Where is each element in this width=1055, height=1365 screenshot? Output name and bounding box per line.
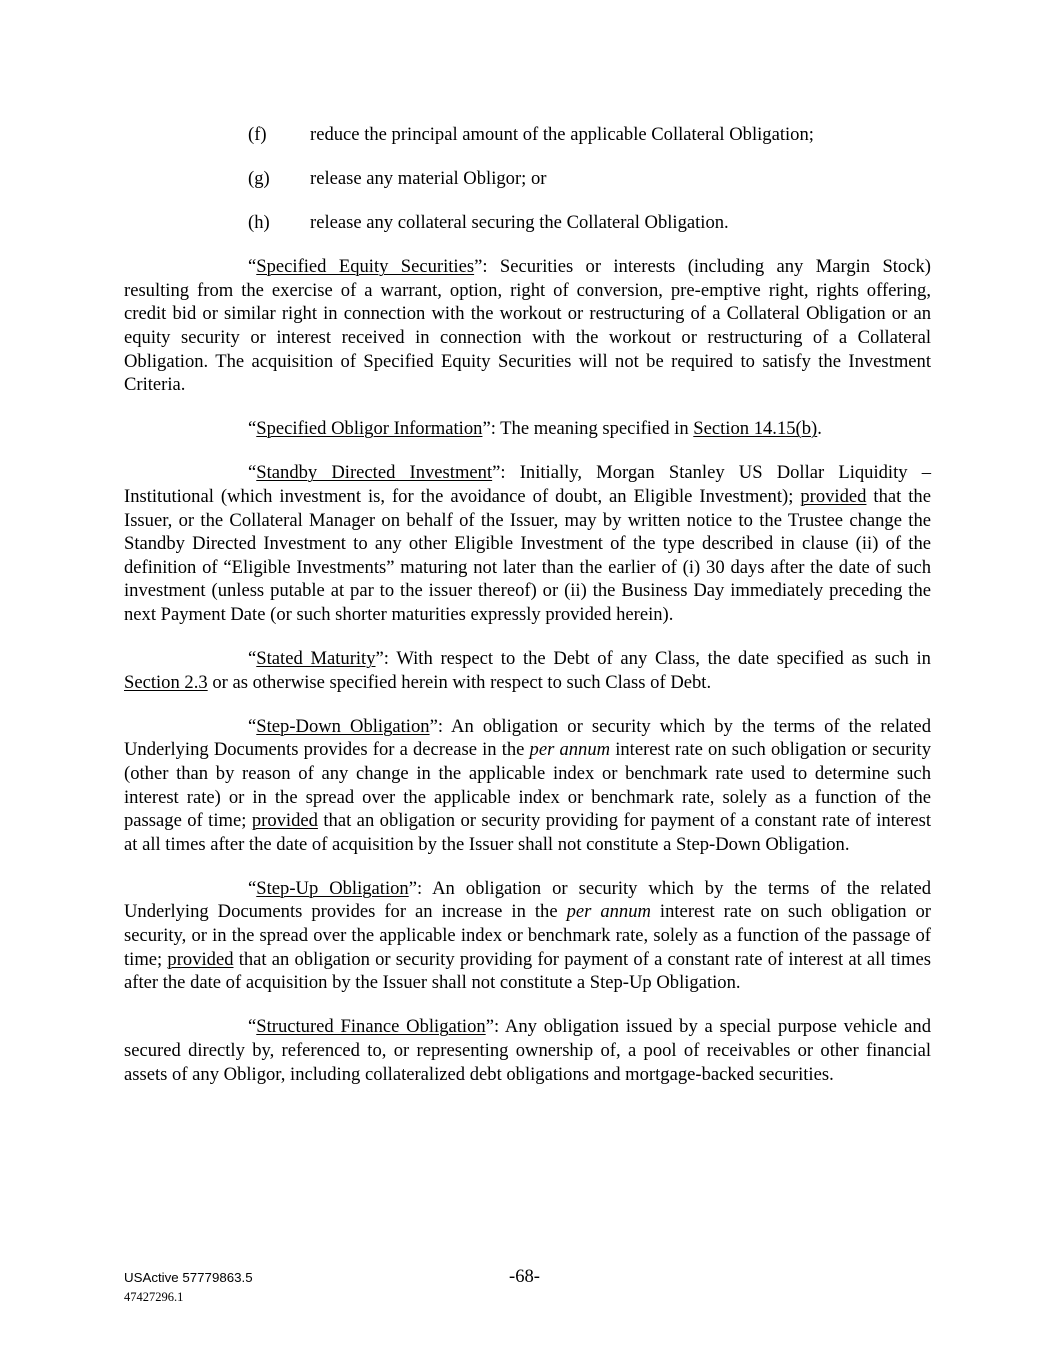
definition-stated-maturity	[124, 647, 931, 694]
defined-term: Step-Up Obligation	[256, 877, 409, 899]
definition-step-down-obligation	[124, 715, 931, 857]
open-quote: “	[248, 715, 257, 737]
page-number: -68-	[509, 1266, 540, 1287]
defined-term: Step-Down Obligation	[256, 715, 430, 737]
definition-body-end: that an obligation or security providing for payment of a constant rate of interest at all times after the date of acquisition by the Issuer shall not constitute a Step-Down Obligation.	[124, 810, 931, 855]
list-item-g	[124, 167, 931, 191]
open-quote: “	[248, 418, 257, 440]
definition-body: Any obligation issued by a special purpose vehicle and secured directly by, referenced to, or representing ownership of, a pool of receivables or other financial assets of any Obligor, including collateralized debt obligations and mortgage-backed securities.	[124, 1016, 932, 1085]
definition-body: An obligation or security which by the terms of the related Underlying Documents provides for a decrease in the	[124, 715, 931, 761]
definition-body-end: that the Issuer, or the Collateral Manager on behalf of the Issuer, may by written notice to the Trustee change the Standby Directed Investment to any other Eligible Investment of the type described in clause (ii) of the definition of “Eligible Investments” maturing not later than the earlier of (i) 30 days after the date of such investment (unless putable at par to the issuer thereof) or (ii) the Business Day immediately preceding the next Payment Date (or such shorter maturities expressly provided herein).	[124, 486, 931, 625]
definition-body: Initially, Morgan Stanley US Dollar Liquidity – Institutional (which investment is, for the avoidance of doubt, an Eligible Investment);	[124, 462, 931, 508]
definition-body-end: or as otherwise specified herein with respect to such Class of Debt.	[207, 671, 712, 693]
definition-body: With respect to the Debt of any Class, the date specified as such in	[396, 648, 931, 670]
list-text: release any collateral securing the Collateral Obligation.	[310, 212, 729, 234]
list-marker: (f)	[248, 124, 267, 145]
definition-body: The meaning specified in	[500, 418, 694, 440]
provided-keyword: provided	[167, 948, 234, 970]
definition-step-up-obligation	[124, 877, 931, 995]
close-quote: ”:	[485, 1016, 505, 1038]
definition-body-end: .	[817, 418, 822, 440]
definition-body: Securities or interests (including any Margin Stock) resulting from the exercise of a warrant, option, right of conversion, pre-emptive right, rights offering, credit bid or similar right in connection with the workout or restructuring of a Collateral Obligation or an equity security or interest received in connection with the workout or restructuring of a Collateral Obligation. The acquisition of Specified Equity Securities will not be required to satisfy the Investment Criteria.	[124, 256, 931, 396]
list-item-h	[124, 211, 931, 235]
definition-specified-obligor-information	[124, 417, 931, 441]
close-quote: ”:	[492, 462, 520, 484]
close-quote: ”:	[429, 715, 452, 737]
close-quote: ”:	[408, 877, 433, 899]
list-item-f	[124, 123, 931, 147]
list-marker: (g)	[248, 168, 270, 190]
close-quote: ”:	[482, 418, 501, 440]
defined-term: Standby Directed Investment	[256, 462, 493, 484]
definition-standby-directed-investment	[124, 461, 931, 626]
list-text: release any material Obligor; or	[310, 168, 547, 190]
definition-body-end: that an obligation or security providing for payment of a constant rate of interest at all times after the date of acquisition by the Issuer shall not constitute a Step-Up Obligation.	[124, 948, 931, 994]
definition-body-middle: interest rate on such obligation or security (other than by reason of any change in the applicable index or benchmark rate used to determine such interest rate) or in the spread over the applicable index or benchmark rate, solely as a function of the passage of time;	[124, 739, 931, 832]
section-reference-link[interactable]: Section 14.15(b)	[693, 418, 818, 440]
defined-term: Specified Obligor Information	[256, 418, 483, 440]
close-quote: ”:	[474, 256, 500, 278]
defined-term: Structured Finance Obligation	[256, 1016, 486, 1038]
open-quote: “	[248, 877, 257, 899]
list-marker: (h)	[248, 212, 270, 234]
open-quote: “	[248, 648, 257, 670]
open-quote: “	[248, 1016, 257, 1038]
open-quote: “	[248, 462, 257, 484]
italic-phrase: per annum	[566, 901, 651, 923]
provided-keyword: provided	[800, 486, 867, 508]
definition-structured-finance-obligation	[124, 1015, 931, 1086]
open-quote: “	[248, 256, 257, 278]
footer-doc-ids	[124, 1270, 253, 1305]
definition-body: An obligation or security which by the terms of the related Underlying Documents provides for an increase in the	[124, 877, 931, 923]
close-quote: ”:	[375, 648, 397, 670]
footer-doc-sub-id: 47427296.1	[124, 1290, 184, 1304]
definition-specified-equity-securities	[124, 255, 931, 397]
defined-term: Specified Equity Securities	[256, 256, 475, 278]
italic-phrase: per annum	[529, 739, 611, 761]
document-page	[124, 123, 931, 1086]
list-text: reduce the principal amount of the applicable Collateral Obligation;	[310, 124, 814, 145]
section-reference-link[interactable]: Section 2.3	[124, 671, 208, 693]
definition-body-middle: interest rate on such obligation or security, or in the spread over the applicable index or benchmark rate, solely as a function of the passage of time;	[124, 901, 931, 970]
defined-term: Stated Maturity	[256, 648, 376, 670]
provided-keyword: provided	[251, 810, 318, 832]
footer-doc-id: USActive 57779863.5	[124, 1270, 253, 1285]
